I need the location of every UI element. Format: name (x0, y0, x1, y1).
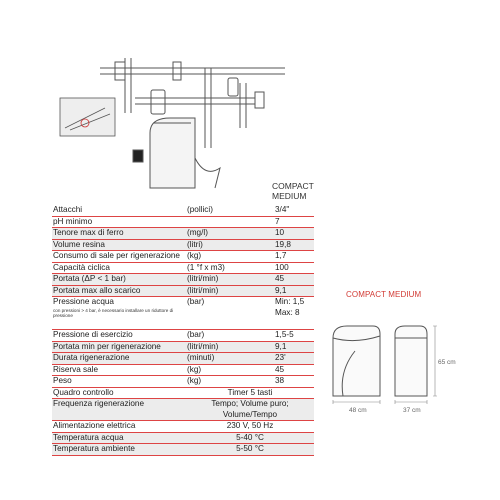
table-row-pressione-acqua (52, 297, 314, 330)
table-row (52, 262, 314, 274)
product-title: COMPACT MEDIUM (346, 290, 422, 299)
table-row (52, 239, 314, 251)
row-value: 9,1 (274, 341, 314, 353)
row-value: Timer 5 tasti (186, 387, 314, 399)
row-value: 38 (274, 376, 314, 388)
row-value: 3/4" (274, 205, 314, 216)
row-unit: (1 °f x m3) (186, 262, 274, 274)
table-row (52, 285, 314, 297)
column-header-line1: COMPACT (272, 181, 314, 191)
depth-dimension: 37 cm (403, 407, 421, 414)
table-row (52, 399, 314, 421)
row-label: Pressione di esercizio (52, 330, 186, 342)
row-unit (186, 216, 274, 228)
row-value: 1,7 (274, 251, 314, 263)
width-dimension: 48 cm (349, 407, 367, 414)
row-unit: (litri/min) (186, 285, 274, 297)
table-row (52, 330, 314, 342)
spec-table (52, 205, 314, 456)
table-row (52, 421, 314, 433)
row-label: Tenore max di ferro (52, 228, 186, 240)
table-row (52, 387, 314, 399)
row-unit: (bar) (186, 330, 274, 342)
table-row (52, 205, 314, 216)
row-label: Quadro controllo (52, 387, 186, 399)
row-value: 7 (274, 216, 314, 228)
row-value: 23' (274, 353, 314, 365)
row-value: 5-50 °C (186, 444, 314, 456)
row-unit: (litri) (186, 239, 274, 251)
height-dimension: 65 cm (438, 359, 456, 366)
table-row (52, 228, 314, 240)
row-unit: (kg) (186, 364, 274, 376)
row-value: 9,1 (274, 285, 314, 297)
row-label: pH minimo (52, 216, 186, 228)
table-row (52, 444, 314, 456)
row-label: Volume resina (52, 239, 186, 251)
row-value: 45 (274, 364, 314, 376)
pressure-label: Pressione acqua (53, 297, 114, 306)
row-label: Portata min per rigenerazione (52, 341, 186, 353)
row-unit: (kg) (186, 376, 274, 388)
product-drawing (325, 316, 475, 416)
pressure-note: con pressioni > 4 bar, è necessario installare un riduttore di pressione (53, 307, 174, 318)
column-header-line2: MEDIUM (272, 191, 307, 201)
table-row (52, 341, 314, 353)
table-row (52, 376, 314, 388)
row-value: 1,5-5 (274, 330, 314, 342)
pressure-unit: (bar) (186, 297, 274, 330)
row-value: 5-40 °C (186, 432, 314, 444)
row-value: Tempo; Volume puro; Volume/Tempo (186, 399, 314, 421)
row-label: Frequenza rigenerazione (52, 399, 186, 421)
pressure-label-cell (52, 297, 186, 330)
row-value: 45 (274, 274, 314, 286)
row-label: Portata (ΔP < 1 bar) (52, 274, 186, 286)
row-unit: (minuti) (186, 353, 274, 365)
row-label: Durata rigenerazione (52, 353, 186, 365)
installation-diagram (55, 38, 295, 193)
row-value: 10 (274, 228, 314, 240)
row-value: 19,8 (274, 239, 314, 251)
row-label: Alimentazione elettrica (52, 421, 186, 433)
row-label: Consumo di sale per rigenerazione (52, 251, 186, 263)
pressure-min: Min: 1,5 (275, 297, 305, 306)
column-header (272, 181, 314, 201)
pressure-max: Max: 8 (275, 307, 300, 317)
table-row (52, 274, 314, 286)
row-unit: (mg/l) (186, 228, 274, 240)
table-row (52, 432, 314, 444)
pressure-value-cell (274, 297, 314, 330)
row-label: Attacchi (52, 205, 186, 216)
table-row (52, 216, 314, 228)
row-label: Portata max allo scarico (52, 285, 186, 297)
spec-table-body (52, 205, 314, 455)
row-unit: (litri/min) (186, 341, 274, 353)
row-unit: (kg) (186, 251, 274, 263)
row-value: 230 V, 50 Hz (186, 421, 314, 433)
row-label: Peso (52, 376, 186, 388)
row-label: Riserva sale (52, 364, 186, 376)
row-label: Temperatura acqua (52, 432, 186, 444)
row-value: 100 (274, 262, 314, 274)
row-unit: (litri/min) (186, 274, 274, 286)
table-row (52, 364, 314, 376)
row-label: Capacità ciclica (52, 262, 186, 274)
row-label: Temperatura ambiente (52, 444, 186, 456)
table-row (52, 251, 314, 263)
table-row (52, 353, 314, 365)
row-unit: (pollici) (186, 205, 274, 216)
